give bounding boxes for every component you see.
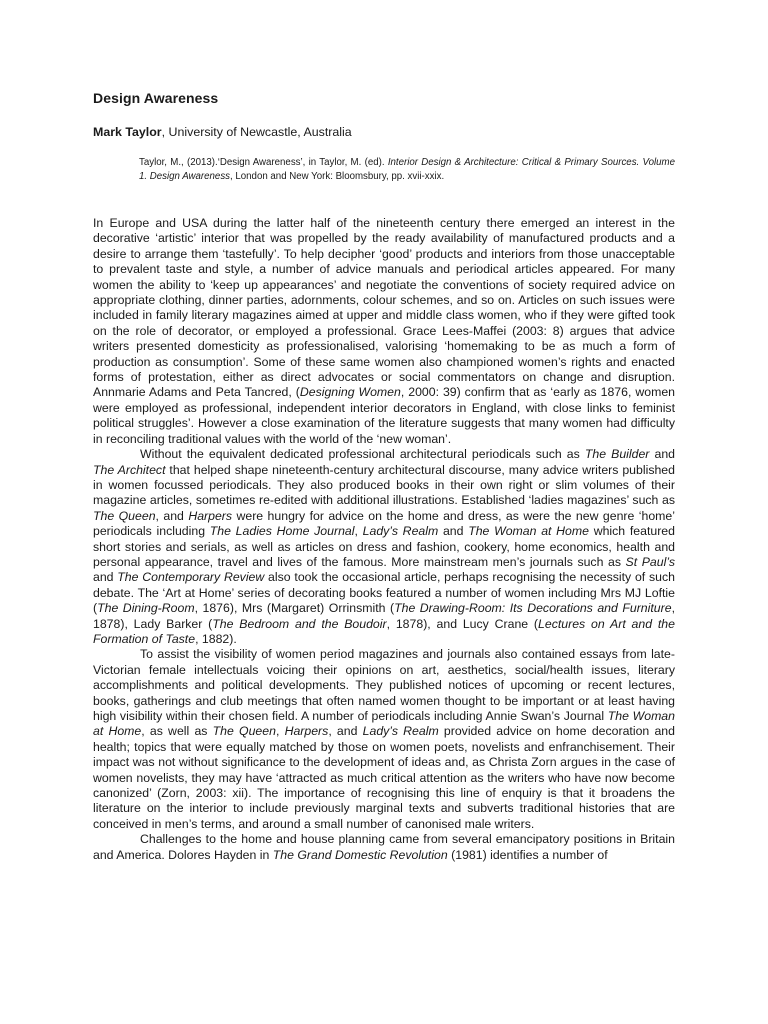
text-run: also took the occasional article, perhaps recognising the necessity of such debate. The ‘Art at Home’ series of decorating books featured a number of women including Mrs MJ Loftie ( — [93, 570, 675, 616]
text-run: that helped shape nineteenth-century architectural discourse, many advice writers published in women focussed periodicals. They also produced books in their own right or slim volumes of their magazine articles, sometimes re-edited with additional illustrations. Established ‘ladies magazines’ such as — [93, 462, 675, 508]
text-run: , 1876), Mrs (Margaret) Orrinsmith ( — [194, 601, 395, 616]
paragraph — [93, 832, 675, 863]
author-line — [93, 124, 352, 140]
author-name: Mark Taylor — [93, 125, 162, 139]
text-run: and — [93, 570, 118, 585]
paragraph — [93, 647, 675, 832]
italic-text: Lady’s Realm — [362, 524, 439, 539]
paragraph — [93, 447, 675, 647]
text-run: , — [354, 524, 363, 539]
text-run: In Europe and USA during the latter half of the nineteenth century there emerged an interest in the decorative ‘artistic’ interior that was propelled by the ready availability of manufactured products and a desire to arrange them ‘tastefully’. To help decipher ‘good’ products and interiors from those unacceptable to prevalent taste and style, a number of advice manuals and periodical articles appeared. For many women the ability to ‘keep up appearances’ and negotiate the conventions of society required advice on appropriate clothing, dinner parties, adornments, colour schemes, and so on. Articles on such issues were included in family literary magazines aimed at upper and middle class women, who if they were gifted took on the role of decorator, or employed a professional. Grace Lees-Maffei (2003: 8) argues that advice writers presented domesticity as professionalised, valorising ‘homemaking to be as much a form of production as consumption’. Some of these same women also championed women’s rights and enacted forms of protestation, either as direct advocates or social commentators on change and disruption. Annmarie Adams and Peta Tancred, ( — [93, 216, 675, 400]
text-run: , 1878), Lady Barker ( — [93, 601, 675, 631]
italic-text: The Architect — [93, 462, 166, 477]
italic-text: Interior Design & Architecture: Critical & Primary Sources. Volume 1. Design Awareness — [139, 157, 675, 182]
text-run: and — [649, 447, 675, 462]
author-affiliation: , University of Newcastle, Australia — [161, 125, 352, 139]
text-run: Taylor, M., (2013).‘Design Awareness’, in Taylor, M. (ed). — [139, 157, 388, 168]
paragraph — [93, 216, 675, 447]
text-run: were hungry for advice on the home and dress, as were the new genre ‘home’ periodicals including — [93, 508, 675, 539]
italic-text: Harpers — [284, 724, 329, 739]
text-run: (1981) identifies a number of — [447, 847, 608, 862]
text-run: , 2000: 39) confirm that as ‘early as 1876, women were employed as professional, independent interior decorators in England, with close links to feminist political struggles’. However a close examination of the literature suggests that many women had difficulty in reconciling traditional values with the world of the ‘new woman’. — [93, 385, 675, 446]
italic-text: The Contemporary Review — [117, 570, 265, 585]
italic-text: The Drawing-Room: Its Decorations and Furniture — [394, 601, 672, 616]
text-run: Without the equivalent dedicated professional architectural periodicals such as — [140, 447, 585, 462]
italic-text: Designing Women — [299, 385, 401, 400]
text-run: , 1878), and Lucy Crane ( — [386, 616, 539, 631]
italic-text: Lady’s Realm — [362, 724, 439, 739]
text-run: To assist the visibility of women period magazines and journals also contained essays from late-Victorian female intellectuals voicing their opinions on art, aesthetics, social/health issues, literary accomplishments and political developments. They published notices of upcoming or recent lectures, books, gatherings and club meetings that often named women thought to be important or at least having high visibility within their chosen field. A number of periodicals including Annie Swan’s Journal — [93, 647, 675, 723]
italic-text: The Woman at Home — [468, 524, 589, 539]
text-run: , 1882). — [195, 631, 237, 646]
italic-text: The Dining-Room — [97, 601, 195, 616]
italic-text: Lectures on Art and the Formation of Taste — [93, 616, 675, 646]
document-title: Design Awareness — [93, 90, 219, 106]
body-text — [93, 216, 675, 863]
text-run: and — [438, 524, 469, 539]
text-run: , London and New York: Bloomsbury, pp. xvii-xxix. — [230, 171, 445, 182]
text-run: which featured short stories and serials, as well as articles on dress and fashion, cookery, home economics, health and personal appearance, travel and lives of the famous. More mainstream men’s journals such as — [93, 524, 675, 569]
italic-text: The Bedroom and the Boudoir — [212, 616, 387, 631]
italic-text: St Paul’s — [625, 554, 675, 569]
text-run: , and — [328, 724, 363, 739]
text-run: Challenges to the home and house planning came from several emancipatory positions in Britain and America. Dolores Hayden in — [93, 832, 675, 862]
text-run: , — [275, 724, 285, 739]
italic-text: The Woman at Home — [93, 709, 675, 739]
italic-text: The Ladies Home Journal — [209, 524, 355, 539]
italic-text: The Queen — [93, 508, 156, 523]
text-run: provided advice on home decoration and health; topics that were equally matched by those on women poets, novelists and enfranchisement. Their impact was not without significance to the development of ideas and, as Christa Zorn argues in the case of women novelists, they may have ‘attracted as much critical attention as the writers who have now become canonized’ (Zorn, 2003: xii). The importance of recognising this line of enquiry is that it broadens the literature on the interior to include previously marginal texts and subverts traditional histories that are conceived in men’s terms, and around a small number of canonised male writers. — [93, 724, 675, 831]
italic-text: The Builder — [584, 447, 650, 462]
italic-text: The Grand Domestic Revolution — [272, 847, 448, 862]
text-run: , and — [155, 508, 189, 523]
citation — [139, 156, 675, 184]
italic-text: Harpers — [188, 508, 233, 523]
italic-text: The Queen — [212, 724, 276, 739]
text-run: , as well as — [141, 724, 213, 739]
